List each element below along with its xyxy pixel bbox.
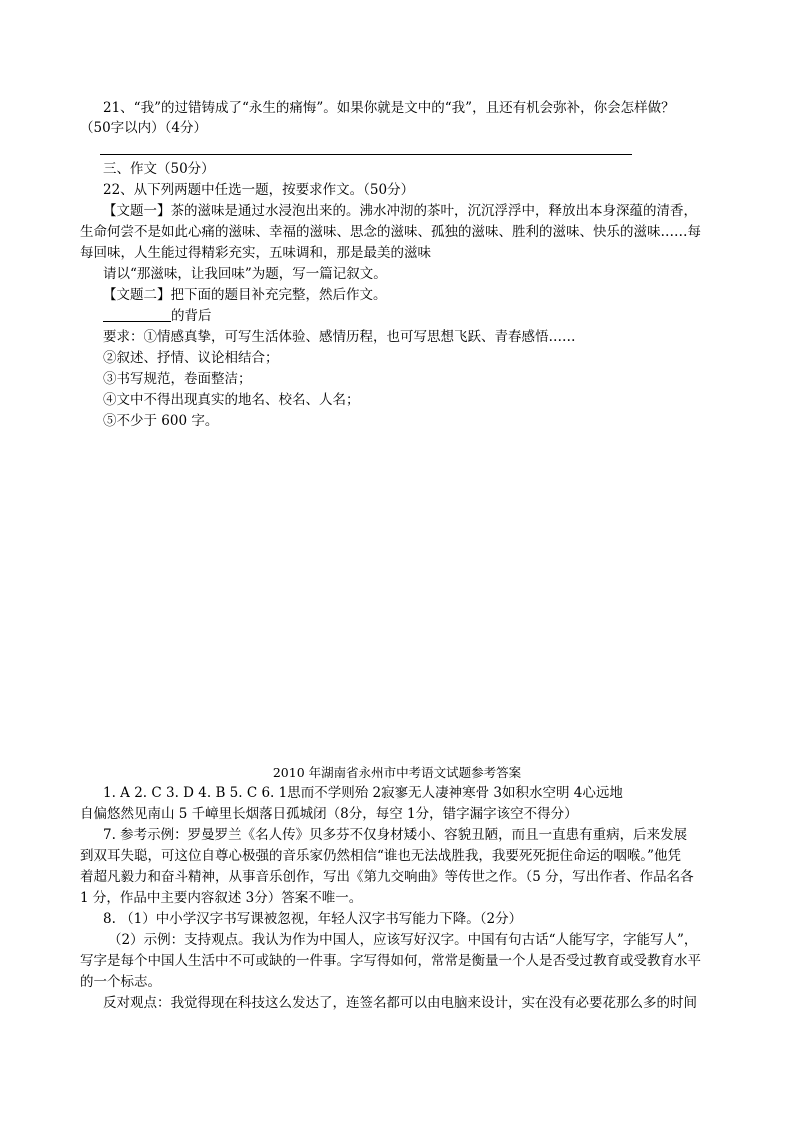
topic2-text: 【文题二】把下面的题目补充完整，然后作文。 [103, 287, 387, 303]
requirement-2: ②叙述、抒情、议论相结合； [103, 350, 279, 366]
topic1-requirement: 请以“那滋味，让我回味”为题，写一篇记叙文。 [103, 266, 387, 282]
topic1-line3: 每回味，人生能过得精彩充实，五味调和，那是最美的滋味 [80, 245, 431, 261]
title-blank [103, 307, 171, 322]
q22-text: 22、从下列两题中任选一题，按要求作文。（50分） [103, 182, 415, 198]
answer-8-1: 8. （1）中小学汉字书写课被忽视，年轻人汉字书写能力下降。（2分） [103, 911, 523, 927]
answer-8-oppose: 反对观点：我觉得现在科技这么发达了，连签名都可以由电脑来设计，实在没有必要花那么多的时间 [103, 995, 697, 1011]
answer-8-2-line1: （2）示例：支持观点。我认为作为中国人，应该写好汉字。中国有句古话“人能写字，字能写人”， [108, 932, 698, 948]
topic2-title [103, 306, 743, 326]
requirement-1: 要求：①情感真挚，可写生活体验、感情历程，也可写思想飞跃、青春感悟…… [103, 329, 576, 345]
topic1-line1: 【文题一】茶的滋味是通过水浸泡出来的。沸水冲沏的茶叶，沉沉浮浮中，释放出本身深蕴的清香， [103, 203, 697, 219]
topic1-line2: 生命何尝不是如此心痛的滋味、幸福的滋味、思念的滋味、孤独的滋味、胜利的滋味、快乐的滋味……每 [80, 224, 701, 240]
answer-7-line4: 1 分，作品中主要内容叙述 3分）答案不唯一。 [80, 890, 363, 906]
answer-8-2-line2: 写字是每个中国人生活中不可或缺的一件事。字写得如何，常常是衡量一个人是否受过教育或受教育水平 [80, 953, 701, 969]
requirement-5: ⑤不少于 600 字。 [103, 413, 219, 429]
topic2-title-text: 的背后 [171, 308, 212, 324]
answer-8-2-line3: 的一个标志。 [80, 974, 161, 990]
requirement-4: ④文中不得出现真实的地名、校名、人名； [103, 392, 360, 408]
requirement-3: ③书写规范，卷面整洁； [103, 371, 252, 387]
answers-title: 2010 年湖南省永州市中考语文试题参考答案 [272, 765, 522, 780]
q21-line1: 21、“我”的过错铸成了“永生的痛悔”。如果你就是文中的“我”，且还有机会弥补，你会怎样做？ [103, 100, 675, 116]
answer-7-line1: 7. 参考示例：罗曼罗兰《名人传》贝多芬不仅身材矮小、容貌丑陋，而且一直患有重病，后来发展 [103, 827, 688, 843]
answer-7-line3: 着超凡毅力和奋斗精神，从事音乐创作，写出《第九交响曲》等传世之作。（5 分，写出作者、作品名各 [80, 869, 694, 885]
q21-line2: （50字以内）（4分） [80, 120, 208, 136]
answer-1-line2: 自偏悠然见南山 5 千嶂里长烟落日孤城闭（8分，每空 1分，错字漏字该空不得分） [80, 806, 578, 822]
section3-heading: 三、作文（50分） [103, 161, 215, 177]
answer-rule [100, 154, 632, 155]
answer-7-line2: 到双耳失聪，可这位自尊心极强的音乐家仍然相信“谁也无法战胜我，我要死死扼住命运的咽喉。”他凭 [80, 848, 682, 864]
answer-1-line1: 1. A 2. C 3. D 4. B 5. C 6. 1思而不学则殆 2寂寥无人凄神寒骨 3如积水空明 4心远地 [103, 785, 623, 801]
